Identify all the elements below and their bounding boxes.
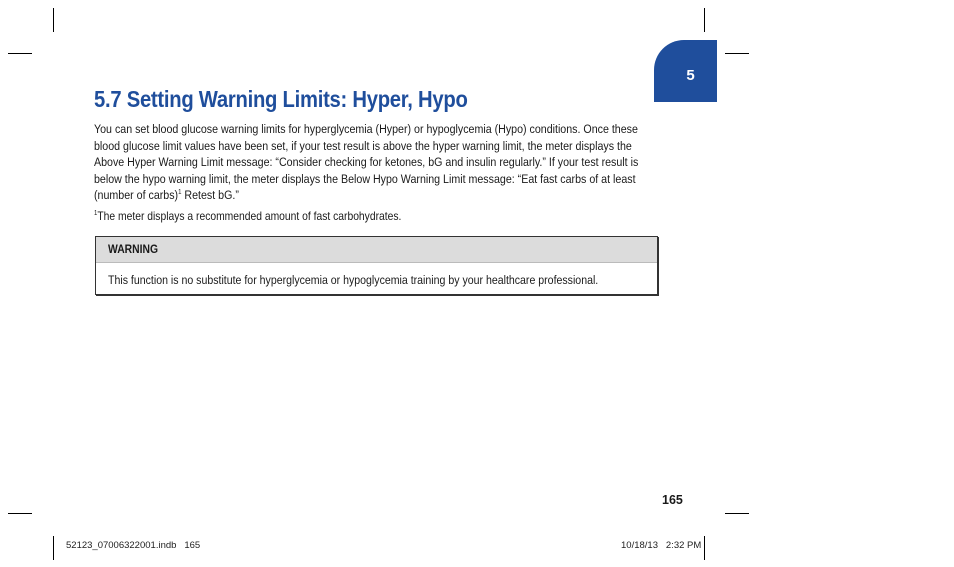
footnote [94, 209, 644, 224]
crop-mark [53, 536, 54, 560]
slug-file: 52123_07006322001.indb 165 [66, 540, 201, 551]
body-text-tail: Retest bG.” [181, 188, 239, 203]
footnote-text: The meter displays a recommended amount of fast carbohydrates. [97, 209, 402, 223]
crop-mark [725, 53, 749, 54]
slug-date: 10/18/13 2:32 PM [621, 540, 702, 551]
crop-mark [704, 8, 705, 32]
footnote-marker: 1 [94, 210, 98, 217]
page-title: 5.7 Setting Warning Limits: Hyper, Hypo [94, 86, 468, 112]
page-number: 165 [662, 493, 683, 507]
warning-header [96, 237, 657, 263]
crop-mark [725, 513, 749, 514]
crop-mark [8, 513, 32, 514]
footnote-ref: 1 [178, 189, 182, 197]
warning-text: This function is no substitute for hyperglycemia or hypoglycemia training by your healthcare professional. [108, 273, 599, 287]
warning-body [96, 263, 657, 289]
crop-mark [53, 8, 54, 32]
warning-label: WARNING [108, 243, 159, 256]
body-paragraph [94, 121, 644, 204]
body-text-main: You can set blood glucose warning limits for hyperglycemia (Hyper) or hypoglycemia (Hypo) conditions. Once these blood glucose limit values have been set, if your test result is above the hyper warning limit, the meter displays the Above Hyper Warning Limit message: “Consider checking for ketones, bG and insulin regularly.” If your test result is below the hypo warning limit, the meter displays the Below Hypo Warning Limit message: “Eat fast carbs of at least (number of carbs) [94, 122, 639, 203]
warning-box [95, 236, 658, 295]
crop-mark [8, 53, 32, 54]
chapter-number: 5 [686, 66, 695, 84]
crop-mark [704, 536, 705, 560]
chapter-tab [654, 40, 717, 102]
